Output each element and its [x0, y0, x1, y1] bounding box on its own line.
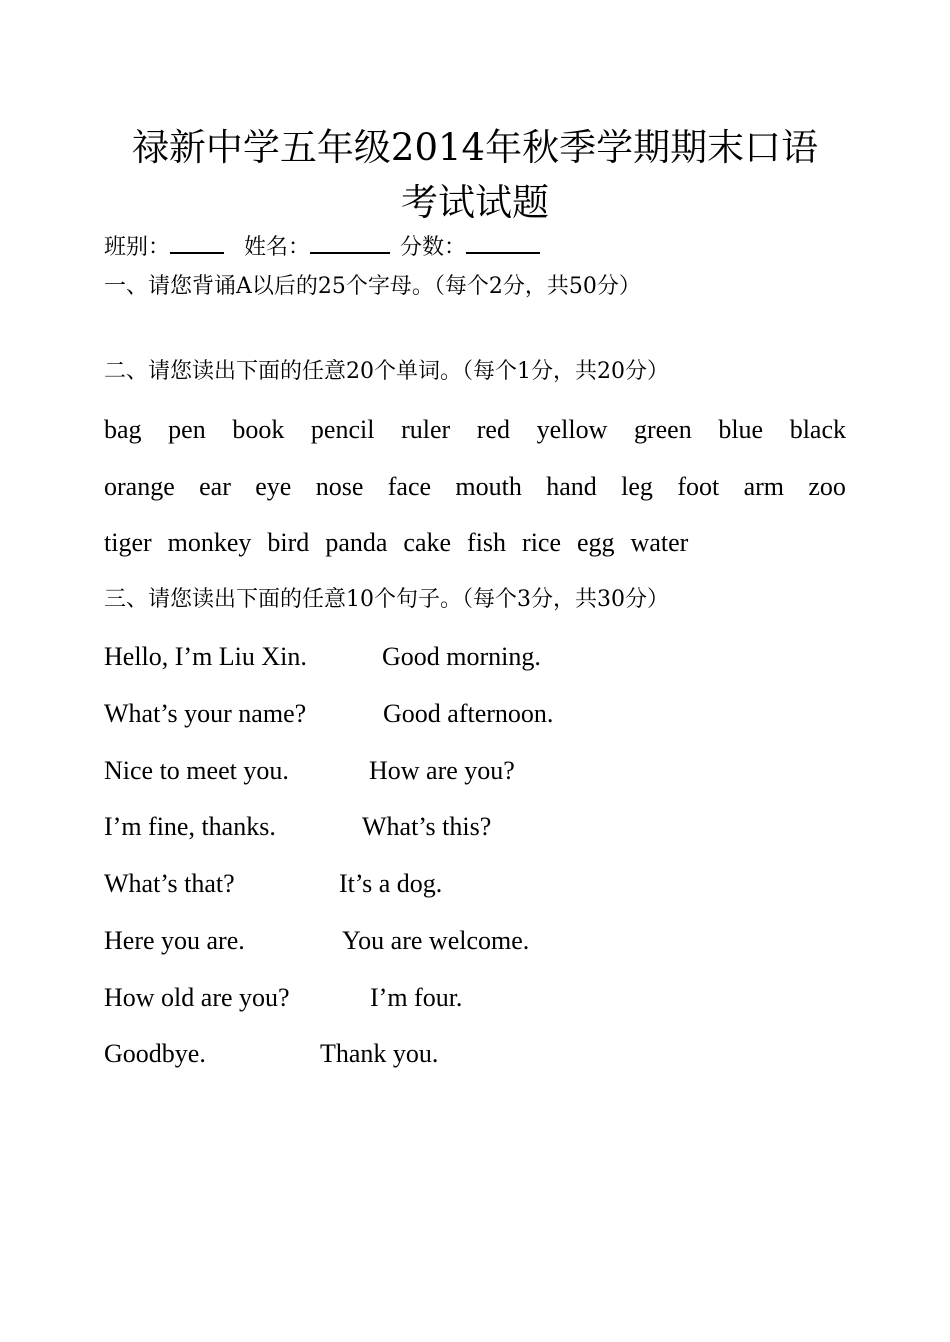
word: water — [630, 528, 689, 557]
word: foot — [677, 472, 720, 501]
word: fish — [467, 528, 507, 557]
sentence-b: You are welcome. — [342, 926, 530, 955]
word: ear — [199, 472, 231, 501]
word: pen — [168, 415, 206, 444]
sentence-b: It’s a dog. — [339, 869, 443, 898]
section-2-heading: 二、请您读出下面的任意20个单词。（每个1分，共20分） — [104, 359, 669, 384]
word: yellow — [536, 415, 608, 444]
score-label: 分数： — [400, 235, 467, 260]
sentence-a: Goodbye. — [104, 1039, 206, 1068]
section-3-heading: 三、请您读出下面的任意10个句子。（每个3分，共30分） — [104, 587, 669, 612]
exam-title-line-2: 考试试题 — [401, 181, 549, 224]
section-1-heading: 一、请您背诵A以后的25个字母。（每个2分，共50分） — [104, 274, 641, 299]
exam-title-line-1: 禄新中学五年级2014年秋季学期期末口语 — [131, 126, 819, 169]
word: orange — [104, 472, 175, 501]
word: ruler — [401, 415, 451, 444]
sentence-a: Nice to meet you. — [104, 756, 289, 785]
word: zoo — [808, 472, 846, 501]
sentence-row — [104, 982, 463, 1014]
student-info-row — [104, 230, 540, 260]
word: bag — [104, 415, 142, 444]
word: book — [232, 415, 285, 444]
word: mouth — [455, 472, 522, 501]
sentence-a: Hello, I’m Liu Xin. — [104, 642, 307, 671]
sentence-b: What’s this? — [362, 812, 492, 841]
word: black — [789, 415, 846, 444]
word-row-1 — [104, 414, 846, 446]
sentence-row — [104, 868, 443, 900]
sentence-b: Thank you. — [320, 1039, 439, 1068]
sentence-row — [104, 641, 541, 673]
word: nose — [315, 472, 364, 501]
word-row-3 — [104, 527, 846, 559]
score-blank[interactable] — [466, 230, 540, 254]
sentence-row — [104, 925, 530, 957]
word: leg — [621, 472, 653, 501]
sentence-b: How are you? — [369, 756, 515, 785]
word: panda — [325, 528, 388, 557]
word: tiger — [104, 528, 152, 557]
sentence-b: Good afternoon. — [383, 699, 554, 728]
word: rice — [522, 528, 561, 557]
sentence-row — [104, 755, 515, 787]
class-blank[interactable] — [170, 230, 224, 254]
class-label: 班别： — [104, 235, 171, 260]
name-label: 姓名： — [244, 235, 311, 260]
sentence-row — [104, 698, 554, 730]
sentence-row — [104, 1038, 439, 1070]
sentence-b: I’m four. — [370, 983, 463, 1012]
word: face — [387, 472, 432, 501]
sentence-b: Good morning. — [382, 642, 541, 671]
word: hand — [546, 472, 597, 501]
sentence-a: Here you are. — [104, 926, 245, 955]
sentence-a: How old are you? — [104, 983, 290, 1012]
word: green — [633, 415, 692, 444]
sentence-a: What’s that? — [104, 869, 235, 898]
word: pencil — [310, 415, 375, 444]
word: eye — [255, 472, 292, 501]
word: red — [476, 415, 510, 444]
sentence-a: I’m fine, thanks. — [104, 812, 276, 841]
word: egg — [577, 528, 615, 557]
word: bird — [267, 528, 310, 557]
word: cake — [403, 528, 452, 557]
word-row-2 — [104, 471, 846, 503]
word: blue — [718, 415, 764, 444]
name-blank[interactable] — [310, 230, 390, 254]
sentence-row — [104, 811, 492, 843]
sentence-a: What’s your name? — [104, 699, 307, 728]
word: arm — [743, 472, 784, 501]
word: monkey — [167, 528, 252, 557]
